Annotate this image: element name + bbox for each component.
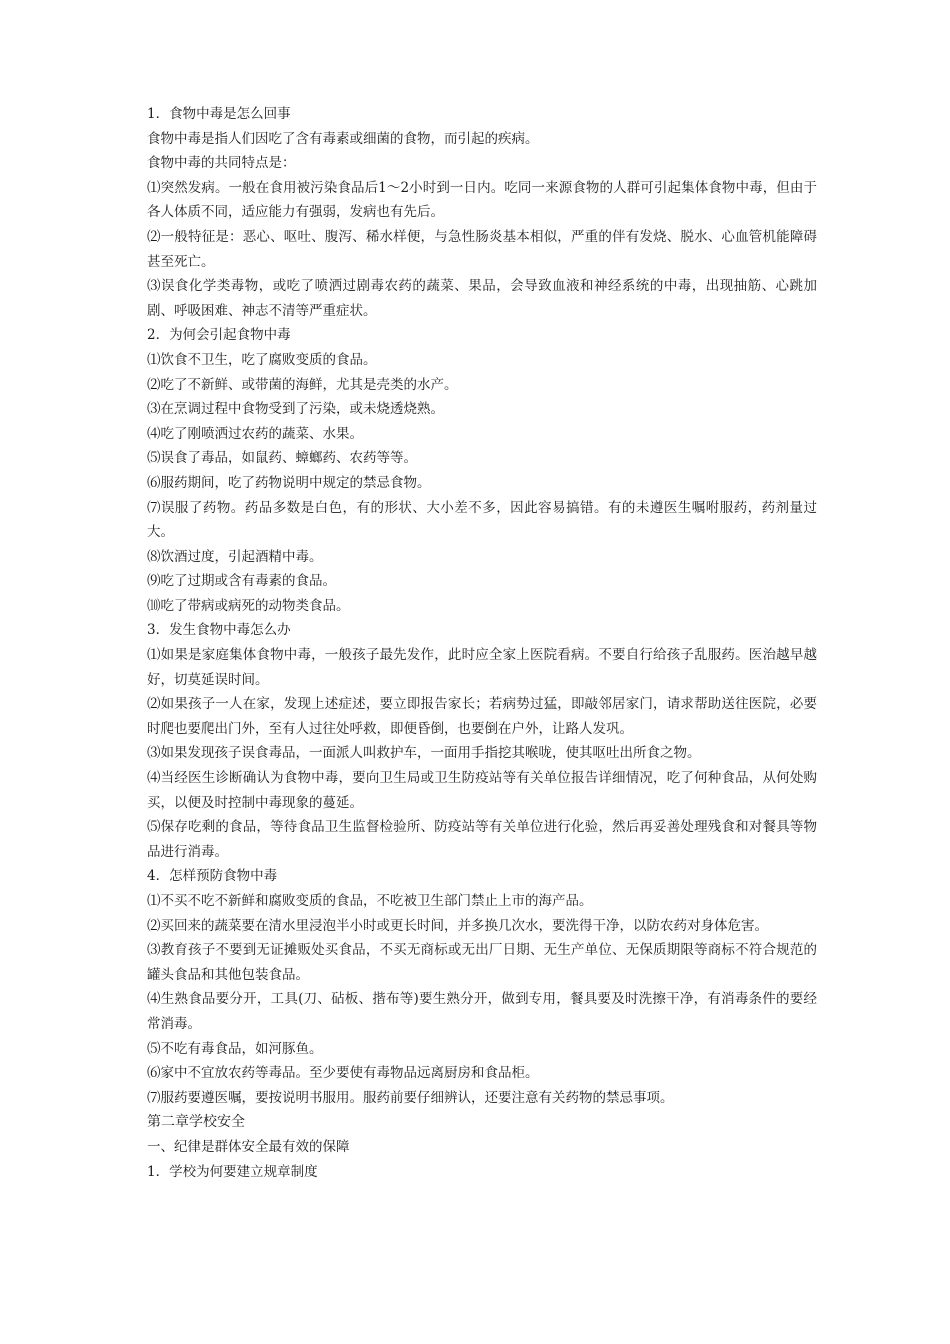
list-item-action-3: ⑶如果发现孩子误食毒品，一面派人叫救护车，一面用手指挖其喉咙，使其呕吐出所食之物。 [147, 745, 701, 762]
section-heading-what-is-food-poisoning: 1．食物中毒是怎么回事 [147, 106, 291, 122]
list-item-prevention-3: ⑶教育孩子不要到无证摊贩处买食品，不买无商标或无出厂日期、无生产单位、无保质期限等商标不符合规范的罐头食品和其他包装食品。 [147, 942, 817, 983]
list-item-action-4: ⑷当经医生诊断确认为食物中毒，要向卫生局或卫生防疫站等有关单位报告详细情况，吃了何种食品，从何处购买，以便及时控制中毒现象的蔓延。 [147, 770, 817, 811]
chapter-title: 第二章学校安全 [147, 1114, 245, 1131]
paragraph-common-features-intro: 食物中毒的共同特点是： [147, 155, 296, 172]
list-item-feature-1: ⑴突然发病。一般在食用被污染食品后1～2小时到一日内。吃同一来源食物的人群可引起集体食物中毒，但由于各人体质不同，适应能力有强弱，发病也有先后。 [147, 179, 817, 221]
document-body [147, 102, 817, 1184]
list-item-feature-3: ⑶误食化学类毒物，或吃了喷洒过剧毒农药的蔬菜、果品，会导致血液和神经系统的中毒，出现抽筋、心跳加剧、呼吸困难、神志不清等严重症状。 [147, 278, 817, 319]
list-item-cause-5: ⑸误食了毒品，如鼠药、蟑螂药、农药等等。 [147, 450, 417, 467]
list-item-cause-8: ⑻饮酒过度，引起酒精中毒。 [147, 548, 323, 565]
list-item-prevention-6: ⑹家中不宜放农药等毒品。至少要使有毒物品远离厨房和食品柜。 [147, 1065, 539, 1082]
section-heading-what-to-do: 3．发生食物中毒怎么办 [147, 622, 291, 639]
list-item-prevention-2: ⑵买回来的蔬菜要在清水里浸泡半小时或更长时间，并多换几次水，要洗得干净，以防农药对身体危害。 [147, 917, 768, 934]
list-item-cause-7: ⑺误服了药物。药品多数是白色，有的形状、大小差不多，因此容易搞错。有的未遵医生嘱咐服药，药剂量过大。 [147, 499, 817, 541]
list-item-action-2: ⑵如果孩子一人在家，发现上述症述，要立即报告家长；若病势过猛，即敲邻居家门，请求帮助送往医院，必要时爬也要爬出门外，至有人过往处呼救，即便昏倒，也要倒在户外，让路人发巩。 [147, 696, 817, 737]
list-item-prevention-5: ⑸不吃有毒食品，如河豚鱼。 [147, 1040, 323, 1057]
list-item-feature-2: ⑵一般特征是：恶心、呕吐、腹泻、稀水样便，与急性肠炎基本相似，严重的伴有发烧、脱水、心血管机能障碍甚至死亡。 [147, 228, 817, 270]
list-item-cause-3: ⑶在烹调过程中食物受到了污染，或未烧透烧熟。 [147, 401, 444, 418]
section-heading-causes: 2．为何会引起食物中毒 [147, 327, 291, 344]
list-item-prevention-4: ⑷生熟食品要分开，工具(刀、砧板、揩布等)要生熟分开，做到专用，餐具要及时洗擦干净，有消毒条件的要经常消毒。 [147, 991, 817, 1032]
list-item-action-5: ⑸保存吃剩的食品，等待食品卫生监督检验所、防疫站等有关单位进行化验，然后再妥善处理残食和对餐具等物品进行消毒。 [147, 819, 817, 860]
section-heading-prevention: 4．怎样预防食物中毒 [147, 868, 278, 885]
section-heading-school-rules: 1．学校为何要建立规章制度 [147, 1163, 318, 1180]
subsection-heading-discipline: 一、纪律是群体安全最有效的保障 [147, 1138, 350, 1155]
list-item-prevention-1: ⑴不买不吃不新鲜和腐败变质的食品，不吃被卫生部门禁止上市的海产品。 [147, 893, 593, 909]
list-item-action-1: ⑴如果是家庭集体食物中毒，一般孩子最先发作，此时应全家上医院看病。不要自行给孩子乱服药。医治越早越好，切莫延误时间。 [147, 647, 817, 688]
list-item-cause-6: ⑹服药期间，吃了药物说明中规定的禁忌食物。 [147, 474, 431, 491]
list-item-prevention-7: ⑺服药要遵医嘱，要按说明书服用。服药前要仔细辨认，还要注意有关药物的禁忌事项。 [147, 1089, 674, 1106]
list-item-cause-10: ⑽吃了带病或病死的动物类食品。 [147, 597, 350, 614]
list-item-cause-2: ⑵吃了不新鲜、或带菌的海鲜，尤其是壳类的水产。 [147, 376, 458, 393]
list-item-cause-9: ⑼吃了过期或含有毒素的食品。 [147, 573, 336, 590]
paragraph-definition: 食物中毒是指人们因吃了含有毒素或细菌的食物，而引起的疾病。 [147, 130, 539, 147]
list-item-cause-1: ⑴饮食不卫生，吃了腐败变质的食品。 [147, 351, 377, 368]
list-item-cause-4: ⑷吃了刚喷洒过农药的蔬菜、水果。 [147, 425, 363, 442]
